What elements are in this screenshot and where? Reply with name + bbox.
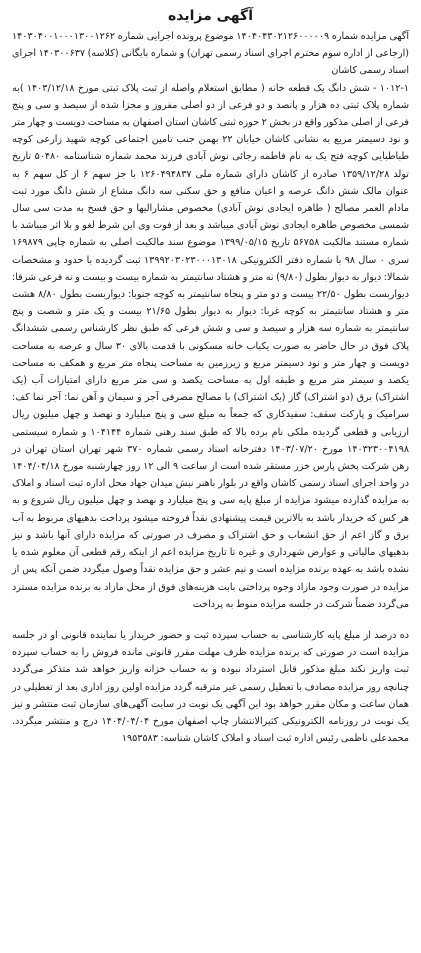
notice-header-paragraph: آگهی مزایده شماره ۱۴۰۴۰۴۳۰۲۱۲۶۰۰۰۰۰۹ موضوع پرونده اجرایی شماره ۱۴۰۳۰۴۰۰۱۰۰۰۱۳۰۰۱۲۶۲ (ارجاعی از اداره سوم محترم اجرای اسناد رسمی تهران) و شماره بایگانی (کلاسه) ۱۴۰۳۰۰۶۳۷ اجرای اسناد رسمی کاشان (12, 31, 409, 77)
notice-body-paragraph: ۱۰۱۲-۱ - شش دانگ یک قطعه خانه ( مطابق استعلام واصله از ثبت پلاک ثبتی مورخ ۱۴۰۳/۱۲/۱۸ )به شماره پلاک ثبتی ده هزار و پانصد و دو فرعی از دو اصلی مفروز و مجزا شده از سیصد و سی و پنج فرعی از اصلی مذکور واقع در بخش ۲ حوزه ثبتی کاشان استان اصفهان به مساحت دویست و چهار متر و نود دسیمتر مربع به نشانی کاشان خیابان ۲۲ بهمن جنب تامین اجتماعی کوچه شهید زارعی کوچه طباطبایی کوچه فتح یک به نام فاطمه رجائی نوش آبادی فرزند محمد شماره شناسنامه ۵۰۴۸۰ تاریخ تولد ۱۳۵۹/۱۲/۲۸ صادره از کاشان دارای شماره ملی ۱۲۶۰۴۹۴۸۳۷ با جز سهم ۶ از کل سهم ۶ به عنوان مالک شش دانگ عرصه و اعیان منافع و حق سکنی سه دانگ مشاع از شش دانگ مورد ثبت مادام العمر مصالح ( طاهره ایجادی نوش آبادی) مخصوص مشارالیها و حق فسخ به مدت سی سال شمسی مخصوص طاهره ایجادی نوش آبادی میباشد و بعد از فوت وی این شرط لغو و بلا اثر میباشد با شماره مستند مالکیت ۵۶۷۵۸ تاریخ ۱۳۹۹/۰۵/۱۵ موضوع سند مالکیت اصلی به شماره چاپی ۱۶۹۸۷۹ سری ۰ سال ۹۸ با شماره دفتر الکترونیکی ۱۳۹۹۲۰۳۰۲۳۰۰۰۱۳۰۱۸ ثبت گردیده با حدود و مشخصات شمالا: دیوار به دیوار بطول (۹/۸۰) نه متر و هشتاد سانتیمتر به شماره بیست و بیست و نه فرعی شرقا: دیواربست بطول ۲۲/۵۰ بیست و دو متر و پنجاه سانتیمتر به کوچه جنوبا: دیواربست بطول ۸/۸۰ هشت متر و هشتاد سانتیمتر به کوچه غربا: دیوار به دیوار بطول ۲۱/۶۵ بیست و یک متر و شصت و پنج سانتیمتر به شماره سه هزار و سیصد و سی و شش فرعی که طبق نظر کارشناس رسمی ششدانگ پلاک فوق در حال حاضر به صورت یکباب خانه مسکونی با قدمت بالای ۳۰ سال و عرصه به مساحت دویست و چهار متر و نود دسیمتر مربع و زیرزمین به مساحت پنجاه متر مربع و همکف به مساحت یکصد و سیمتر متر مربع و طبقه اول به مساحت یکصد و سی متر مربع دارای امتیازات آب (یک اشتراک) برق (دو اشتراک) گاز (یک اشتراک) با مصالح مصرفی آجر و سیمان و آهن نما: آجر نما کف: سرامیک و پارکت سقف: سفیدکاری که جمعاً به مبلغ سی و پنج میلیارد و نهصد و چهل میلیون ریال ارزیابی و قطعی گردیده ملکی نام برده بالا که طبق سند رهنی شماره ۱۰۴۱۴۴ و شماره سیستمی ۱۴۰۳۲۳۰۰۴۱۹۸ مورخ ۱۴۰۳/۰۷/۲۰ دفترخانه اسناد رسمی شماره ۳۷۰ شهر تهران استان تهران در رهن شرکت پخش پارس خزر مستقر شده است از ساعت ۹ الی ۱۲ روز چهارشنبه مورخ ۱۴۰۴/۰۴/۱۸ در واحد اجرای اسناد رسمی کاشان واقع در بلوار باهنر نبش میدان جهاد محل اداره ثبت اسناد و املاک به مزایده گذارده میشود مزایده از مبلغ پایه سی و پنج میلیارد و نهصد و چهل میلیون ریال شروع و به هر کس که خریدار باشد به بالاترین قیمت پیشنهادی نقداً فروخته میشود پرداخت بدهیهای مربوط به آب برق و گاز اعم از حق انشعاب و حق اشتراک و مصرف در صورتی که مزایده دارای آنها باشد و نیز بدهیهای مالیاتی و عوارض شهرداری و غیره تا تاریخ مزایده اعم از اینکه رقم قطعی آن معلوم شده یا نشده باشد به عهده برنده مزایده است و نیم عشر و حق مزایده نقداً وصول میگردد ضمن آنکه پس از مزایده در صورت وجود مازاد وجوه پرداختی بابت هزینه‌های فوق از محل مازاد به برنده مزایده مسترد می‌گردد ضمناً شرکت در جلسه مزایده منوط به پرداخت (12, 82, 410, 610)
notice-footer-paragraph: ده درصد از مبلغ پایه کارشناسی به حساب سپرده ثبت و حضور خریدار یا نماینده قانونی او در جلسه مزایده است در صورتی که برنده مزایده ظرف مهلت مقرر قانونی مانده فروش را به حساب سپرده ثبت واریز نکند مبلغ مذکور قابل استرداد نبوده و به حساب خزانه واریز خواهد شد متذکر می‌گردد چنانچه روز مزایده مصادف با تعطیل رسمی غیر مترقبه گردد مزایده اولین روز اداری بعد از تعطیلی در همان ساعت و مکان مقرر خواهد بود این آگهی یک نوبت در سایت آگهی‌های سازمان ثبت منتشر و نیز یک نوبت در روزنامه الکترونیکی کثیرالانتشار چاپ اصفهان مورخ ۱۴۰۴/۰۴/۰۴ درج و منتشر میگردد. محمدعلی ناظمی رئیس اداره ثبت اسناد و املاک کاشان شناسه: ۱۹۵۳۵۸۳ (12, 629, 410, 745)
section-gap (12, 613, 409, 627)
notice-title: آگهی مزایده (167, 8, 253, 24)
